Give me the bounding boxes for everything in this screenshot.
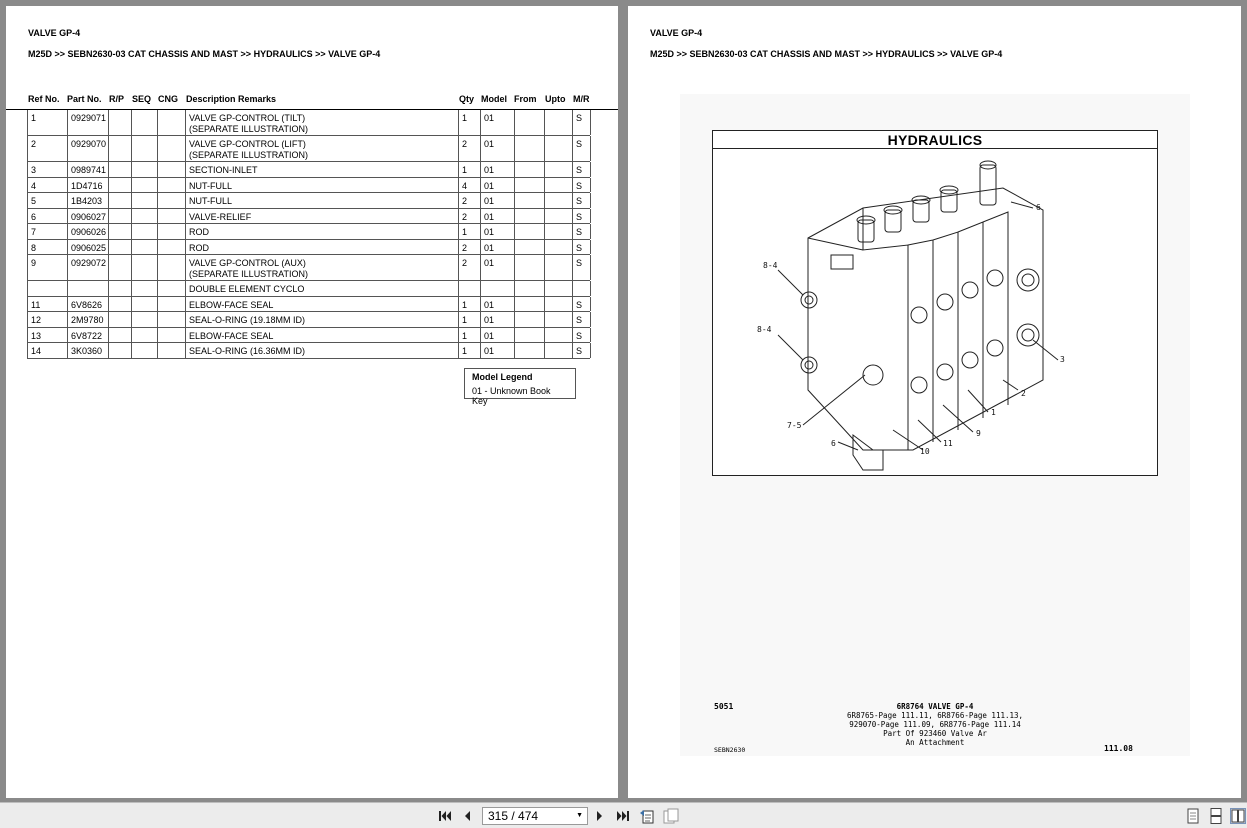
description-line: NUT-FULL [189, 196, 233, 206]
callout-label: 3 [1060, 355, 1065, 364]
seq-cell [132, 224, 158, 239]
description-cell [186, 328, 459, 343]
mr-cell: S [573, 209, 591, 224]
ref-no-cell: 14 [28, 343, 68, 358]
model-cell: 01 [481, 224, 515, 239]
parts-table [27, 110, 590, 359]
go-back-view-icon[interactable] [639, 808, 655, 824]
part-no-cell: 0906026 [68, 224, 109, 239]
ref-no-cell: 2 [28, 136, 68, 161]
table-row [28, 224, 590, 240]
ref-no-cell [28, 281, 68, 296]
callout-label: 7-5 [787, 421, 802, 430]
model-cell: 01 [481, 136, 515, 161]
mr-cell: S [573, 110, 591, 135]
description-cell [186, 209, 459, 224]
part-no-cell [68, 281, 109, 296]
rp-cell [109, 224, 132, 239]
part-no-cell: 1D4716 [68, 178, 109, 193]
callout-label: 2 [1021, 389, 1026, 398]
upto-cell [545, 343, 573, 358]
mr-cell: S [573, 312, 591, 327]
description-cell [186, 224, 459, 239]
description-cell [186, 255, 459, 280]
table-row [28, 209, 590, 225]
description-cell [186, 162, 459, 177]
rp-cell [109, 136, 132, 161]
mr-cell: S [573, 193, 591, 208]
upto-cell [545, 193, 573, 208]
ref-no-cell: 5 [28, 193, 68, 208]
qty-cell: 2 [459, 240, 481, 255]
ref-no-cell: 13 [28, 328, 68, 343]
description-line: ROD [189, 227, 209, 237]
table-row [28, 136, 590, 162]
qty-cell: 2 [459, 209, 481, 224]
rp-cell [109, 255, 132, 280]
description-line: SECTION-INLET [189, 165, 258, 175]
qty-cell: 1 [459, 297, 481, 312]
model-cell: 01 [481, 178, 515, 193]
table-row [28, 178, 590, 194]
next-page-icon[interactable] [592, 808, 608, 824]
cng-cell [158, 240, 186, 255]
rp-cell [109, 209, 132, 224]
caption-title: 6R8764 VALVE GP-4 [896, 702, 974, 711]
mr-cell: S [573, 162, 591, 177]
page-reference: 111.08 [1104, 744, 1133, 753]
seq-cell [132, 209, 158, 224]
callout-label: 9 [976, 429, 981, 438]
seq-cell [132, 312, 158, 327]
part-no-cell: 0989741 [68, 162, 109, 177]
rp-cell [109, 328, 132, 343]
qty-cell: 1 [459, 343, 481, 358]
description-line: VALVE-RELIEF [189, 211, 252, 222]
upto-cell [545, 255, 573, 280]
part-no-cell: 6V8722 [68, 328, 109, 343]
table-row [28, 255, 590, 281]
model-legend-item: 01 - Unknown Book Key [472, 386, 551, 406]
model-cell [481, 281, 515, 296]
remarks-line: (SEPARATE ILLUSTRATION) [189, 149, 309, 160]
col-model: Model [481, 94, 507, 104]
callout-label: 6 [831, 439, 836, 448]
qty-cell: 1 [459, 328, 481, 343]
table-row [28, 240, 590, 256]
callout-label: 10 [920, 447, 930, 456]
col-upto: Upto [545, 94, 566, 104]
part-no-cell: 2M9780 [68, 312, 109, 327]
description-line: NUT-FULL [189, 180, 233, 191]
mr-cell: S [573, 297, 591, 312]
illustration-frame [712, 130, 1158, 476]
cng-cell [158, 297, 186, 312]
model-cell: 01 [481, 328, 515, 343]
model-cell: 01 [481, 162, 515, 177]
col-part-no: Part No. [67, 94, 102, 104]
seq-cell [132, 178, 158, 193]
col-cng: CNG [158, 94, 178, 104]
upto-cell [545, 328, 573, 343]
callout-label: 6 [1036, 203, 1041, 212]
cng-cell [158, 312, 186, 327]
col-from: From [514, 94, 537, 104]
upto-cell [545, 162, 573, 177]
from-cell [515, 110, 545, 135]
part-no-cell: 1B4203 [68, 193, 109, 208]
mr-cell [573, 281, 591, 296]
go-forward-view-icon[interactable] [663, 808, 679, 824]
from-cell [515, 136, 545, 161]
part-no-cell: 0929070 [68, 136, 109, 161]
col-ref-no: Ref No. [28, 94, 60, 104]
ref-no-cell: 9 [28, 255, 68, 280]
qty-cell [459, 281, 481, 296]
qty-cell: 1 [459, 110, 481, 135]
col-seq: SEQ [132, 94, 152, 104]
chevron-down-icon: ▼ [576, 812, 583, 819]
rp-cell [109, 178, 132, 193]
description-cell [186, 343, 459, 358]
model-cell: 01 [481, 110, 515, 135]
page-title: VALVE GP-4 [28, 28, 81, 38]
callout-label: 8-4 [757, 325, 772, 334]
from-cell [515, 193, 545, 208]
page-indicator: 315 / 474 [488, 809, 539, 823]
rp-cell [109, 312, 132, 327]
first-page-icon[interactable] [438, 808, 454, 824]
col-mr: M/R [573, 94, 590, 104]
model-cell: 01 [481, 312, 515, 327]
description-line: DOUBLE ELEMENT CYCLO [189, 284, 305, 294]
remarks-line: (SEPARATE ILLUSTRATION) [189, 123, 309, 134]
upto-cell [545, 224, 573, 239]
ref-no-cell: 4 [28, 178, 68, 193]
part-no-cell: 0929071 [68, 110, 109, 135]
seq-cell [132, 240, 158, 255]
description-cell [186, 297, 459, 312]
parts-table-header [6, 92, 618, 110]
viewer-toolbar [0, 802, 1247, 828]
ref-no-cell: 12 [28, 312, 68, 327]
ref-no-cell: 6 [28, 209, 68, 224]
upto-cell [545, 178, 573, 193]
cng-cell [158, 281, 186, 296]
from-cell [515, 255, 545, 280]
seq-cell [132, 136, 158, 161]
table-row [28, 297, 590, 313]
valve-body-top-edge [808, 238, 863, 250]
ref-no-cell: 7 [28, 224, 68, 239]
ref-no-cell: 1 [28, 110, 68, 135]
seq-cell [132, 328, 158, 343]
rp-cell [109, 343, 132, 358]
part-no-cell: 0929072 [68, 255, 109, 280]
rp-cell [109, 281, 132, 296]
model-cell: 01 [481, 343, 515, 358]
part-no-cell: 0906027 [68, 209, 109, 224]
valve-drawing [713, 150, 1156, 475]
description-cell [186, 136, 459, 161]
qty-cell: 2 [459, 136, 481, 161]
upto-cell [545, 110, 573, 135]
part-no-cell: 3K0360 [68, 343, 109, 358]
upto-cell [545, 312, 573, 327]
mr-cell: S [573, 136, 591, 161]
cng-cell [158, 162, 186, 177]
remarks-line: (SEPARATE ILLUSTRATION) [189, 268, 309, 279]
page-number-select[interactable] [482, 807, 588, 825]
from-cell [515, 328, 545, 343]
qty-cell: 1 [459, 224, 481, 239]
illustration-number: 5051 [714, 702, 734, 711]
seq-cell [132, 343, 158, 358]
mr-cell: S [573, 240, 591, 255]
col-description: Description Remarks [186, 94, 277, 104]
model-cell: 01 [481, 193, 515, 208]
illustration-caption [810, 702, 1060, 747]
cng-cell [158, 224, 186, 239]
caption-line: 6R8765-Page 111.11, 6R8766-Page 111.13, [846, 711, 1024, 720]
from-cell [515, 178, 545, 193]
description-line: VALVE GP-CONTROL (AUX) [189, 258, 306, 268]
upto-cell [545, 240, 573, 255]
description-cell [186, 240, 459, 255]
callout-label: 11 [943, 439, 953, 448]
rp-cell [109, 240, 132, 255]
description-cell [186, 193, 459, 208]
model-cell: 01 [481, 255, 515, 280]
ref-no-cell: 8 [28, 240, 68, 255]
two-page-view-icon[interactable] [1230, 808, 1246, 824]
table-row [28, 281, 590, 297]
description-line: SEAL-O-RING (19.18MM ID) [189, 315, 306, 325]
ref-no-cell: 3 [28, 162, 68, 177]
rp-cell [109, 110, 132, 135]
single-page-view-icon[interactable] [1185, 808, 1201, 824]
cng-cell [158, 328, 186, 343]
model-legend-title: Model Legend [472, 372, 533, 382]
last-page-icon[interactable] [614, 808, 630, 824]
model-cell: 01 [481, 209, 515, 224]
callout-label: 8-4 [763, 261, 778, 270]
upto-cell [545, 209, 573, 224]
cng-cell [158, 255, 186, 280]
cng-cell [158, 178, 186, 193]
table-row [28, 312, 590, 328]
caption-line: 929070-Page 111.09, 6R8776-Page 111.14 [849, 720, 1021, 729]
table-row [28, 193, 590, 209]
from-cell [515, 297, 545, 312]
from-cell [515, 312, 545, 327]
description-cell [186, 312, 459, 327]
model-cell: 01 [481, 240, 515, 255]
cng-cell [158, 193, 186, 208]
illustration-heading: HYDRAULICS [713, 131, 1157, 149]
rp-cell [109, 162, 132, 177]
parts-list-page [6, 6, 618, 798]
cng-cell [158, 343, 186, 358]
from-cell [515, 209, 545, 224]
upto-cell [545, 136, 573, 161]
rp-cell [109, 297, 132, 312]
seq-cell [132, 193, 158, 208]
page-title: VALVE GP-4 [650, 28, 703, 38]
scanned-illustration [680, 94, 1190, 756]
description-line: VALVE GP-CONTROL (TILT) [189, 113, 306, 123]
qty-cell: 4 [459, 178, 481, 193]
cng-cell [158, 209, 186, 224]
model-legend [464, 368, 576, 406]
from-cell [515, 224, 545, 239]
col-qty: Qty [459, 94, 475, 104]
valve-body-edge [863, 208, 908, 450]
continuous-view-icon[interactable] [1208, 808, 1224, 824]
from-cell [515, 162, 545, 177]
mr-cell: S [573, 224, 591, 239]
mr-cell: S [573, 178, 591, 193]
part-no-cell: 0906025 [68, 240, 109, 255]
description-line: ROD [189, 242, 209, 253]
mr-cell: S [573, 255, 591, 280]
seq-cell [132, 281, 158, 296]
description-line: VALVE GP-CONTROL (LIFT) [189, 139, 306, 149]
seq-cell [132, 110, 158, 135]
table-row [28, 110, 590, 136]
cng-cell [158, 136, 186, 161]
caption-line: An Attachment [905, 738, 965, 747]
mr-cell: S [573, 343, 591, 358]
table-row [28, 162, 590, 178]
qty-cell: 1 [459, 162, 481, 177]
breadcrumb: M25D >> SEBN2630-03 CAT CHASSIS AND MAST >> HYDRAULICS >> VALVE GP-4 [28, 49, 381, 59]
upto-cell [545, 281, 573, 296]
from-cell [515, 281, 545, 296]
from-cell [515, 343, 545, 358]
rp-cell [109, 193, 132, 208]
table-row [28, 343, 590, 359]
illustration-page [628, 6, 1241, 798]
from-cell [515, 240, 545, 255]
table-row [28, 328, 590, 344]
mr-cell: S [573, 328, 591, 343]
upto-cell [545, 297, 573, 312]
cng-cell [158, 110, 186, 135]
qty-cell: 2 [459, 193, 481, 208]
breadcrumb: M25D >> SEBN2630-03 CAT CHASSIS AND MAST >> HYDRAULICS >> VALVE GP-4 [650, 49, 1003, 59]
seq-cell [132, 255, 158, 280]
document-code: SEBN2630 [714, 746, 746, 754]
qty-cell: 1 [459, 312, 481, 327]
caption-line: Part Of 923460 Valve Ar [883, 729, 987, 738]
description-cell [186, 178, 459, 193]
description-cell [186, 110, 459, 135]
seq-cell [132, 162, 158, 177]
description-line: SEAL-O-RING (16.36MM ID) [189, 346, 306, 356]
seq-cell [132, 297, 158, 312]
description-cell [186, 281, 459, 296]
model-cell: 01 [481, 297, 515, 312]
description-line: ELBOW-FACE SEAL [189, 330, 274, 341]
part-no-cell: 6V8626 [68, 297, 109, 312]
qty-cell: 2 [459, 255, 481, 280]
description-line: ELBOW-FACE SEAL [189, 299, 274, 310]
previous-page-icon[interactable] [459, 808, 475, 824]
col-rp: R/P [109, 94, 125, 104]
callout-label: 1 [991, 408, 996, 417]
ref-no-cell: 11 [28, 297, 68, 312]
